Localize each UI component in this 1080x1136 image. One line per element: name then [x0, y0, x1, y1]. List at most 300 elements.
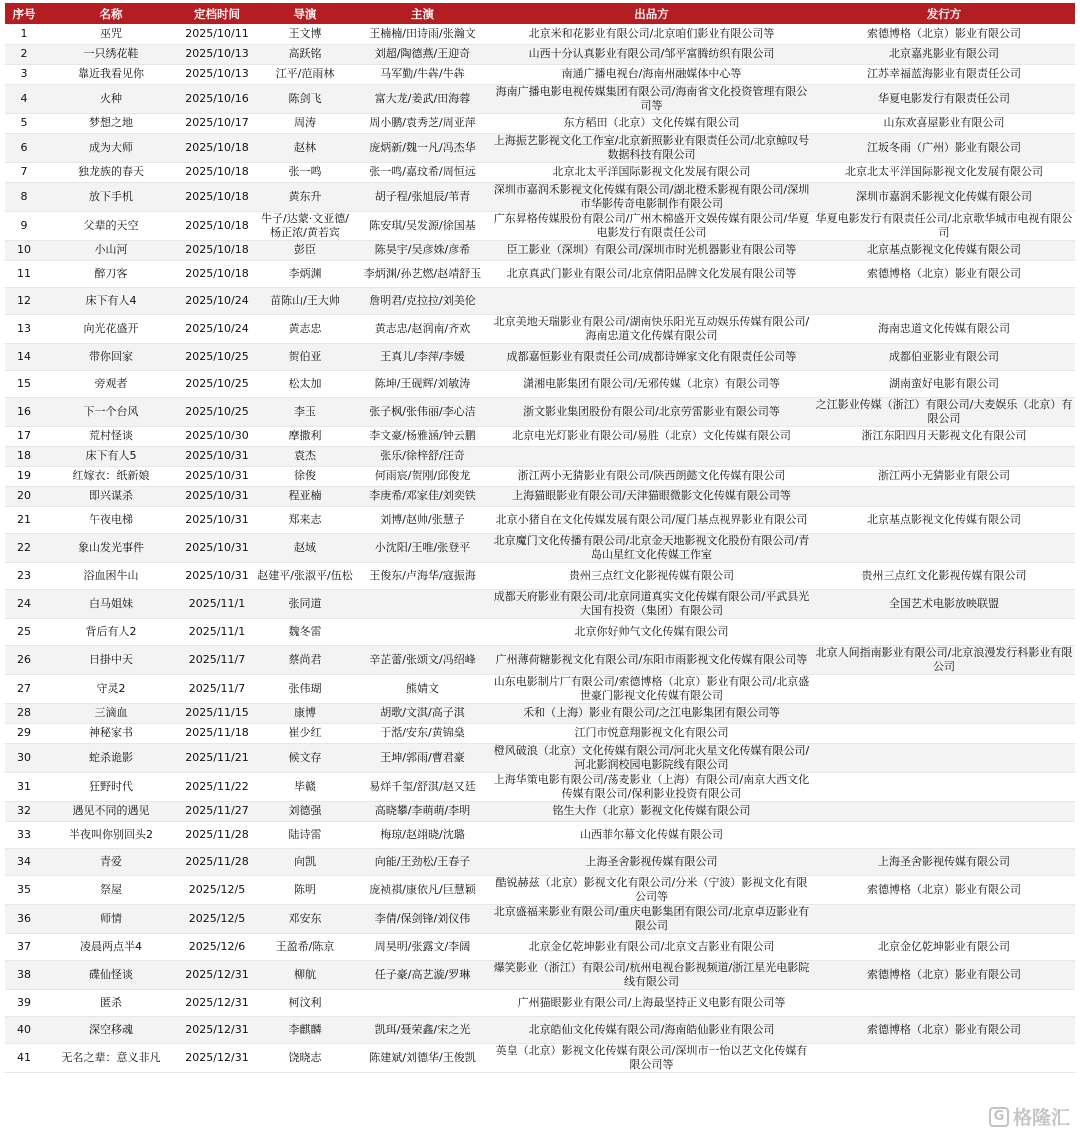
- table-cell: 程亚楠: [255, 486, 355, 506]
- table-cell: 2025/10/18: [179, 133, 255, 162]
- table-body: [5, 24, 1075, 1072]
- table-row: [5, 703, 1075, 723]
- table-cell: [813, 723, 1075, 743]
- table-row: [5, 370, 1075, 397]
- table-cell: 28: [5, 703, 43, 723]
- table-row: [5, 343, 1075, 370]
- table-cell: 火种: [43, 84, 179, 113]
- table-cell: 32: [5, 801, 43, 821]
- table-cell: 彭臣: [255, 240, 355, 260]
- table-cell: 索德博格（北京）影业有限公司: [813, 875, 1075, 904]
- table-row: [5, 113, 1075, 133]
- table-cell: [813, 703, 1075, 723]
- table-cell: 2025/10/13: [179, 64, 255, 84]
- table-cell: [813, 446, 1075, 466]
- table-cell: 山西菲尔幕文化传媒有限公司: [490, 821, 813, 848]
- table-row: [5, 562, 1075, 589]
- table-cell: [813, 287, 1075, 314]
- table-cell: 毕赣: [255, 772, 355, 801]
- table-cell: 酷锐赫兹（北京）影视文化有限公司/分米（宁波）影视文化有限公司等: [490, 875, 813, 904]
- table-cell: 凯珥/聂荣鑫/宋之光: [355, 1016, 490, 1043]
- table-cell: 放下手机: [43, 182, 179, 211]
- table-cell: 30: [5, 743, 43, 772]
- table-cell: 2025/10/18: [179, 182, 255, 211]
- table-cell: [355, 989, 490, 1016]
- table-cell: 5: [5, 113, 43, 133]
- table-cell: 陈坤/王砚辉/刘敏涛: [355, 370, 490, 397]
- table-cell: 铭生大作（北京）影视文化传媒有限公司: [490, 801, 813, 821]
- table-cell: 19: [5, 466, 43, 486]
- table-row: [5, 801, 1075, 821]
- table-cell: 21: [5, 506, 43, 533]
- table-cell: 2025/10/30: [179, 426, 255, 446]
- table-cell: 周小鹏/袁秀芝/周亚萍: [355, 113, 490, 133]
- table-cell: [813, 772, 1075, 801]
- table-cell: 北京嘉兆影业有限公司: [813, 44, 1075, 64]
- table-cell: 北京皓仙文化传媒有限公司/海南皓仙影业有限公司: [490, 1016, 813, 1043]
- table-cell: 遇见不同的遇见: [43, 801, 179, 821]
- table-cell: 易烊千玺/舒淇/赵又廷: [355, 772, 490, 801]
- table-cell: 2025/10/18: [179, 260, 255, 287]
- table-cell: 苗陈山/王大帅: [255, 287, 355, 314]
- table-cell: 18: [5, 446, 43, 466]
- table-cell: 2025/11/28: [179, 848, 255, 875]
- table-cell: 22: [5, 533, 43, 562]
- table-cell: 北京魔门文化传播有限公司/北京金天地影视文化股份有限公司/青岛山星红文化传媒工作室: [490, 533, 813, 562]
- table-cell: 赵建平/张淑平/伍松: [255, 562, 355, 589]
- table-cell: 白马姐妹: [43, 589, 179, 618]
- table-cell: 2025/10/31: [179, 446, 255, 466]
- table-cell: 富大龙/姜武/田海蓉: [355, 84, 490, 113]
- table-cell: 2025/12/5: [179, 904, 255, 933]
- header-cell: 主演: [355, 3, 490, 24]
- table-cell: 2025/10/31: [179, 486, 255, 506]
- table-cell: 全国艺术电影放映联盟: [813, 589, 1075, 618]
- table-cell: 江平/范雨林: [255, 64, 355, 84]
- table-cell: 成都伯亚影业有限公司: [813, 343, 1075, 370]
- table-cell: 2025/10/31: [179, 533, 255, 562]
- table-cell: 2025/10/25: [179, 343, 255, 370]
- table-cell: 靠近我看见你: [43, 64, 179, 84]
- table-cell: 辛芷蕾/张颂文/冯绍峰: [355, 645, 490, 674]
- table-cell: 7: [5, 162, 43, 182]
- table-cell: 带你回家: [43, 343, 179, 370]
- table-cell: 深圳市嘉润禾影视文化传媒有限公司/湖北橙禾影视有限公司/深圳市华影传奇电影制作有限公司: [490, 182, 813, 211]
- table-cell: [813, 801, 1075, 821]
- table-cell: 江苏幸福蓝海影业有限责任公司: [813, 64, 1075, 84]
- table-row: [5, 933, 1075, 960]
- table-cell: 2025/10/31: [179, 562, 255, 589]
- table-cell: 黄志忠: [255, 314, 355, 343]
- table-cell: 贵州三点红文化影视传媒有限公司: [490, 562, 813, 589]
- header-cell: 名称: [43, 3, 179, 24]
- table-cell: 11: [5, 260, 43, 287]
- table-cell: 午夜电梯: [43, 506, 179, 533]
- table-cell: [490, 446, 813, 466]
- header-cell: 出品方: [490, 3, 813, 24]
- table-row: [5, 211, 1075, 240]
- table-cell: 海南广播电影电视传媒集团有限公司/海南省文化投资管理有限公司等: [490, 84, 813, 113]
- table-cell: 碟仙怪谈: [43, 960, 179, 989]
- table-cell: 松太加: [255, 370, 355, 397]
- table-cell: 之江影业传媒（浙江）有限公司/大麦娱乐（北京）有限公司: [813, 397, 1075, 426]
- table-cell: 王俊东/卢海华/寇振海: [355, 562, 490, 589]
- table-cell: 爆笑影业（浙江）有限公司/杭州电视台影视频道/浙江星光电影院线有限公司: [490, 960, 813, 989]
- table-cell: 庞祯祺/康依凡/巨慧颖: [355, 875, 490, 904]
- table-cell: 39: [5, 989, 43, 1016]
- table-cell: 象山发光事件: [43, 533, 179, 562]
- table-cell: 16: [5, 397, 43, 426]
- table-cell: 13: [5, 314, 43, 343]
- table-cell: 蔡尚君: [255, 645, 355, 674]
- table-cell: 南通广播电视台/海南州融媒体中心等: [490, 64, 813, 84]
- table-cell: 王盈希/陈京: [255, 933, 355, 960]
- table-cell: 2025/10/25: [179, 397, 255, 426]
- table-cell: 王坤/郭雨/曹君豪: [355, 743, 490, 772]
- table-cell: 2025/10/13: [179, 44, 255, 64]
- table-cell: 康博: [255, 703, 355, 723]
- table-cell: 詹明君/克拉拉/刘美伦: [355, 287, 490, 314]
- table-cell: [355, 618, 490, 645]
- table-cell: [813, 904, 1075, 933]
- table-cell: 陈昊宇/吴彦姝/彦希: [355, 240, 490, 260]
- table-cell: 邓安东: [255, 904, 355, 933]
- table-row: [5, 84, 1075, 113]
- table-cell: 浴血困牛山: [43, 562, 179, 589]
- table-cell: 刘博/赵帅/张慧子: [355, 506, 490, 533]
- table-cell: 索德博格（北京）影业有限公司: [813, 960, 1075, 989]
- table-cell: 2025/12/31: [179, 1043, 255, 1072]
- table-cell: 马军勤/牛犇/牛犇: [355, 64, 490, 84]
- table-row: [5, 182, 1075, 211]
- table-cell: 2025/10/24: [179, 287, 255, 314]
- table-cell: 王文博: [255, 24, 355, 44]
- table-row: [5, 133, 1075, 162]
- table-cell: 2025/10/25: [179, 370, 255, 397]
- table-cell: 袁杰: [255, 446, 355, 466]
- table-cell: 成都嘉恒影业有限责任公司/成都诗婵家文化有限责任公司等: [490, 343, 813, 370]
- table-cell: 张一鸣/嘉玟希/周恒远: [355, 162, 490, 182]
- table-cell: 张伟瑚: [255, 674, 355, 703]
- table-cell: 庞炳新/魏一凡/冯杰华: [355, 133, 490, 162]
- table-cell: 北京小猪自在文化传媒发展有限公司/厦门基点视界影业有限公司: [490, 506, 813, 533]
- table-cell: 贺伯亚: [255, 343, 355, 370]
- table-cell: 周涛: [255, 113, 355, 133]
- table-row: [5, 1016, 1075, 1043]
- table-cell: 潇湘电影集团有限公司/无邪传媒（北京）有限公司等: [490, 370, 813, 397]
- table-cell: 陈明: [255, 875, 355, 904]
- table-cell: 李文豪/杨雅涵/钟云鹏: [355, 426, 490, 446]
- table-cell: 海南忠道文化传媒有限公司: [813, 314, 1075, 343]
- table-cell: 禾和（上海）影业有限公司/之江电影集团有限公司等: [490, 703, 813, 723]
- table-cell: 2025/11/27: [179, 801, 255, 821]
- table-cell: 北京金亿乾坤影业有限公司/北京文吉影业有限公司: [490, 933, 813, 960]
- table-cell: 12: [5, 287, 43, 314]
- table-cell: 20: [5, 486, 43, 506]
- table-row: [5, 466, 1075, 486]
- header-cell: 导演: [255, 3, 355, 24]
- table-row: [5, 287, 1075, 314]
- table-cell: 李倩/保剑锋/刘仪伟: [355, 904, 490, 933]
- table-cell: 广州猫眼影业有限公司/上海最坚持正义电影有限公司等: [490, 989, 813, 1016]
- table-cell: 北京北太平洋国际影视文化发展有限公司: [490, 162, 813, 182]
- table-cell: 山西十分认真影业有限公司/邹平富腾纺织有限公司: [490, 44, 813, 64]
- table-cell: 英皇（北京）影视文化传媒有限公司/深圳市一怡以艺文化传媒有限公司等: [490, 1043, 813, 1072]
- table-cell: 徐俊: [255, 466, 355, 486]
- header-cell: 发行方: [813, 3, 1075, 24]
- brand-logo-icon: G: [989, 1107, 1009, 1127]
- table-cell: 半夜叫你别回头2: [43, 821, 179, 848]
- table-row: [5, 44, 1075, 64]
- table-cell: [813, 821, 1075, 848]
- table-row: [5, 875, 1075, 904]
- table-cell: 上海猫眼影业有限公司/天津猫眼微影文化传媒有限公司等: [490, 486, 813, 506]
- table-cell: 深圳市嘉润禾影视文化传媒有限公司: [813, 182, 1075, 211]
- table-cell: 李庚希/邓家佳/刘奕铁: [355, 486, 490, 506]
- table-cell: 2025/10/11: [179, 24, 255, 44]
- table-cell: 崔少红: [255, 723, 355, 743]
- table-cell: 江门市悦意翔影视文化有限公司: [490, 723, 813, 743]
- table-cell: [813, 486, 1075, 506]
- table-cell: 向凯: [255, 848, 355, 875]
- table-cell: 山东电影制片厂有限公司/索德博格（北京）影业有限公司/北京盛世豪门影视文化传媒有限公司: [490, 674, 813, 703]
- table-row: [5, 426, 1075, 446]
- table-cell: 熊婧文: [355, 674, 490, 703]
- table-cell: 陈建斌/刘德华/王俊凯: [355, 1043, 490, 1072]
- table-cell: 黄东升: [255, 182, 355, 211]
- table-cell: 祭屋: [43, 875, 179, 904]
- table-cell: 14: [5, 343, 43, 370]
- table-row: [5, 989, 1075, 1016]
- table-cell: 湖南蛮好电影有限公司: [813, 370, 1075, 397]
- table-cell: 李麒麟: [255, 1016, 355, 1043]
- table-row: [5, 260, 1075, 287]
- table-cell: 张乐/徐梓舒/汪奇: [355, 446, 490, 466]
- table-cell: 29: [5, 723, 43, 743]
- table-cell: 下一个台风: [43, 397, 179, 426]
- table-cell: 2025/12/31: [179, 1016, 255, 1043]
- table-cell: 北京美地天瑞影业有限公司/湖南快乐阳光互动娱乐传媒有限公司/海南忠道文化传媒有限公司: [490, 314, 813, 343]
- table-cell: 江坂冬雨（广州）影业有限公司: [813, 133, 1075, 162]
- table-cell: 北京米和花影业有限公司/北京咱们影业有限公司等: [490, 24, 813, 44]
- table-cell: 赵林: [255, 133, 355, 162]
- table-cell: 31: [5, 772, 43, 801]
- table-cell: 向能/王劲松/王春子: [355, 848, 490, 875]
- table-row: [5, 960, 1075, 989]
- table-cell: 2025/10/18: [179, 240, 255, 260]
- table-cell: 6: [5, 133, 43, 162]
- table-row: [5, 64, 1075, 84]
- table-row: [5, 772, 1075, 801]
- table-cell: 华夏电影发行有限责任公司/北京歌华城市电视有限公司: [813, 211, 1075, 240]
- table-cell: 35: [5, 875, 43, 904]
- table-cell: 38: [5, 960, 43, 989]
- table-cell: 张一鸣: [255, 162, 355, 182]
- table-row: [5, 821, 1075, 848]
- table-cell: [813, 533, 1075, 562]
- table-cell: [355, 589, 490, 618]
- table-cell: 17: [5, 426, 43, 446]
- table-cell: 2025/11/1: [179, 618, 255, 645]
- table-cell: 柯汶利: [255, 989, 355, 1016]
- table-cell: 即兴谋杀: [43, 486, 179, 506]
- table-cell: 浙江两小无猜影业有限公司: [813, 466, 1075, 486]
- table-cell: 2025/10/31: [179, 506, 255, 533]
- table-cell: 匿杀: [43, 989, 179, 1016]
- table-row: [5, 1043, 1075, 1072]
- table-cell: 上海华策电影有限公司/荡麦影业（上海）有限公司/南京大西文化传媒有限公司/保利影业投资有限公司: [490, 772, 813, 801]
- table-cell: 橙风破浪（北京）文化传媒有限公司/河北火星文化传媒有限公司/河北影润校园电影院线有限公司: [490, 743, 813, 772]
- table-cell: 日掛中天: [43, 645, 179, 674]
- table-row: [5, 743, 1075, 772]
- table-cell: 2025/10/17: [179, 113, 255, 133]
- table-cell: 青爱: [43, 848, 179, 875]
- table-cell: 北京金亿乾坤影业有限公司: [813, 933, 1075, 960]
- table-cell: 陈安琪/吴发源/徐国基: [355, 211, 490, 240]
- table-cell: 郑来志: [255, 506, 355, 533]
- table-cell: 上海圣舍影视传媒有限公司: [490, 848, 813, 875]
- table-cell: 东方稻田（北京）文化传媒有限公司: [490, 113, 813, 133]
- table-cell: [490, 287, 813, 314]
- table-cell: 40: [5, 1016, 43, 1043]
- table-cell: 2025/11/28: [179, 821, 255, 848]
- table-cell: 李炳渊/孙艺燃/赵靖舒玉: [355, 260, 490, 287]
- table-cell: 床下有人4: [43, 287, 179, 314]
- table-cell: 三滴血: [43, 703, 179, 723]
- table-row: [5, 904, 1075, 933]
- table-cell: 2025/11/22: [179, 772, 255, 801]
- table-cell: 胡歌/文淇/高子淇: [355, 703, 490, 723]
- table-cell: 蛇杀诡影: [43, 743, 179, 772]
- table-cell: 任子豪/高艺漩/罗琳: [355, 960, 490, 989]
- table-cell: 37: [5, 933, 43, 960]
- table-cell: 2025/11/1: [179, 589, 255, 618]
- table-cell: 24: [5, 589, 43, 618]
- table-cell: 王楠楠/田诗雨/张瀚文: [355, 24, 490, 44]
- table-cell: 向光花盛开: [43, 314, 179, 343]
- table-cell: 小沈阳/王唯/张登平: [355, 533, 490, 562]
- table-row: [5, 162, 1075, 182]
- table-cell: 10: [5, 240, 43, 260]
- table-cell: 狂野时代: [43, 772, 179, 801]
- header-cell: 定档时间: [179, 3, 255, 24]
- table-cell: [813, 743, 1075, 772]
- table-cell: 33: [5, 821, 43, 848]
- table-cell: 34: [5, 848, 43, 875]
- table-cell: 梅琼/赵翊晓/沈璐: [355, 821, 490, 848]
- table-cell: 小山河: [43, 240, 179, 260]
- table-row: [5, 397, 1075, 426]
- table-cell: 索德博格（北京）影业有限公司: [813, 260, 1075, 287]
- table-cell: 广东昇格传媒股份有限公司/广州木棉盛开文娱传媒有限公司/华夏电影发行有限责任公司: [490, 211, 813, 240]
- table-cell: 旁观者: [43, 370, 179, 397]
- table-cell: 父辈的天空: [43, 211, 179, 240]
- table-cell: 一只绣花鞋: [43, 44, 179, 64]
- table-cell: 梦想之地: [43, 113, 179, 133]
- table-cell: 2: [5, 44, 43, 64]
- table-cell: 上海圣舍影视传媒有限公司: [813, 848, 1075, 875]
- table-row: [5, 240, 1075, 260]
- watermark-text: 格隆汇: [1012, 1107, 1070, 1129]
- table-row: [5, 723, 1075, 743]
- table-row: [5, 446, 1075, 466]
- table-cell: 2025/12/31: [179, 960, 255, 989]
- table-cell: 陈剑飞: [255, 84, 355, 113]
- table-cell: 周昊明/张露文/李阔: [355, 933, 490, 960]
- table-cell: 浙江东阳四月天影视文化有限公司: [813, 426, 1075, 446]
- table-cell: 2025/11/7: [179, 645, 255, 674]
- table-cell: 索德博格（北京）影业有限公司: [813, 24, 1075, 44]
- table-cell: 刘德强: [255, 801, 355, 821]
- table-cell: 2025/10/31: [179, 466, 255, 486]
- table-cell: 于湉/安东/黄锦燊: [355, 723, 490, 743]
- table-cell: 王真儿/李萍/李媛: [355, 343, 490, 370]
- table-cell: [813, 674, 1075, 703]
- table-cell: 魏冬雷: [255, 618, 355, 645]
- table-cell: 张子枫/张伟丽/李心洁: [355, 397, 490, 426]
- table-cell: 赵域: [255, 533, 355, 562]
- table-row: [5, 674, 1075, 703]
- table-cell: 红嫁衣：纸新娘: [43, 466, 179, 486]
- table-cell: 2025/12/6: [179, 933, 255, 960]
- table-cell: 凌晨两点半4: [43, 933, 179, 960]
- table-cell: 41: [5, 1043, 43, 1072]
- table-cell: 2025/11/18: [179, 723, 255, 743]
- table-cell: 索德博格（北京）影业有限公司: [813, 1016, 1075, 1043]
- table-cell: 26: [5, 645, 43, 674]
- table-cell: [813, 1043, 1075, 1072]
- table-row: [5, 533, 1075, 562]
- table-cell: 23: [5, 562, 43, 589]
- table-cell: 广州薄荷糖影视文化有限公司/东阳市雨影视文化传媒有限公司等: [490, 645, 813, 674]
- table-cell: 高晓攀/李萌萌/李明: [355, 801, 490, 821]
- table-cell: 北京基点影视文化传媒有限公司: [813, 240, 1075, 260]
- table-cell: 8: [5, 182, 43, 211]
- table-cell: 师情: [43, 904, 179, 933]
- table-row: [5, 506, 1075, 533]
- table-cell: 李玉: [255, 397, 355, 426]
- table-cell: 柳航: [255, 960, 355, 989]
- table-cell: 何雨宸/贺刚/邱俊龙: [355, 466, 490, 486]
- table-cell: 4: [5, 84, 43, 113]
- table-cell: 上海振艺影视文化工作室/北京新照影业有限责任公司/北京鲸叹号数据科技有限公司: [490, 133, 813, 162]
- table-cell: 15: [5, 370, 43, 397]
- table-cell: 北京真武门影业有限公司/北京倩阳品牌文化发展有限公司等: [490, 260, 813, 287]
- table-cell: 刘超/陶德燕/王迎奇: [355, 44, 490, 64]
- header-cell: 序号: [5, 3, 43, 24]
- table-cell: 浙江两小无猜影业有限公司/陕西朗懿文化传媒有限公司: [490, 466, 813, 486]
- table-cell: 2025/10/24: [179, 314, 255, 343]
- table-cell: 27: [5, 674, 43, 703]
- table-cell: 神秘家书: [43, 723, 179, 743]
- table-cell: 床下有人5: [43, 446, 179, 466]
- table-cell: 北京北太平洋国际影视文化发展有限公司: [813, 162, 1075, 182]
- table-cell: 2025/11/21: [179, 743, 255, 772]
- table-cell: 2025/11/7: [179, 674, 255, 703]
- table-cell: 36: [5, 904, 43, 933]
- table-row: [5, 618, 1075, 645]
- table-cell: 2025/11/15: [179, 703, 255, 723]
- table-cell: 李炳渊: [255, 260, 355, 287]
- table-cell: [813, 618, 1075, 645]
- table-cell: 2025/10/18: [179, 211, 255, 240]
- table-cell: 浙文影业集团股份有限公司/北京劳雷影业有限公司等: [490, 397, 813, 426]
- table-cell: 胡子程/张旭辰/苇青: [355, 182, 490, 211]
- table-cell: 牛子/达蒙·文亚德/杨正浓/黄若宾: [255, 211, 355, 240]
- table-cell: 成为大师: [43, 133, 179, 162]
- table-cell: 摩撒利: [255, 426, 355, 446]
- table-row: [5, 24, 1075, 44]
